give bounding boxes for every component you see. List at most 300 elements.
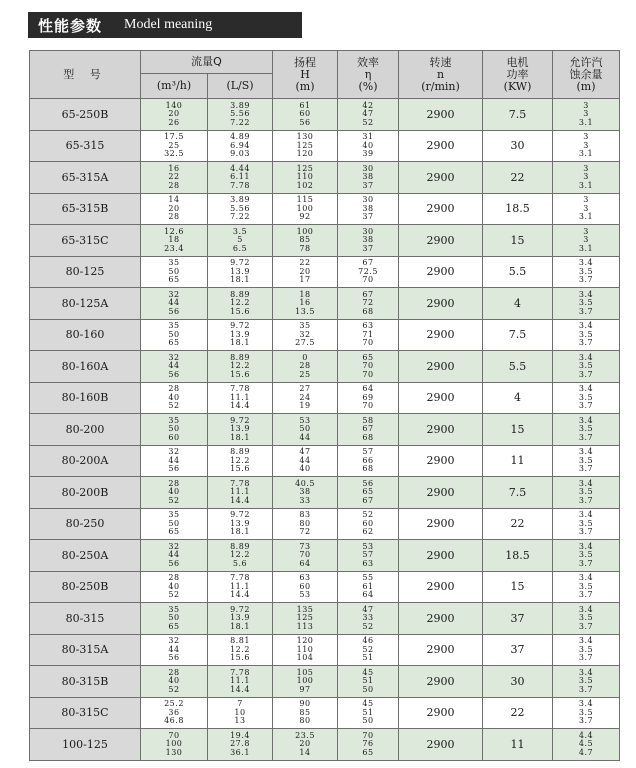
- npsh-cell-value: 3.1: [578, 212, 594, 221]
- head-cell-value: 44: [299, 455, 311, 465]
- section-title-cn: 性能参数: [38, 16, 103, 35]
- flow-ls-cell-value: 9.72: [230, 415, 250, 425]
- flow-m3h-cell-value: 12.6: [164, 226, 184, 236]
- head-cell-value: 90: [299, 699, 311, 708]
- efficiency-cell-value: 76: [362, 739, 374, 748]
- head-cell-value: 73: [299, 541, 311, 551]
- efficiency-cell-value: 57: [362, 550, 374, 559]
- flow-ls-cell-value: 13.9: [230, 266, 250, 276]
- head-cell-value: 80: [299, 518, 311, 528]
- flow-m3h-cell-value: 32: [168, 352, 180, 362]
- npsh-cell: [553, 351, 620, 383]
- npsh-cell-value: 3.7: [578, 621, 594, 631]
- flow-m3h-cell-value: 50: [168, 329, 180, 339]
- efficiency-cell-value: 46: [362, 636, 374, 645]
- flow-ls-cell-value: 11.1: [230, 581, 250, 591]
- flow-ls-cell-value: 3.5: [232, 226, 248, 236]
- head-cell-value: 110: [296, 172, 314, 181]
- model-cell: 100-125: [30, 729, 141, 761]
- head-cell-value: 70: [299, 550, 311, 559]
- model-cell: 65-315A: [30, 162, 141, 194]
- head-cell-value: 24: [299, 392, 311, 402]
- head-cell-value: 32: [299, 329, 311, 339]
- head-cell-value: 100: [296, 676, 314, 685]
- npsh-cell: [553, 193, 620, 225]
- flow-ls-cell-value: 14.4: [230, 684, 250, 694]
- flow-ls-cell-value: 18.1: [230, 275, 250, 284]
- flow-m3h-cell-value: 35: [168, 258, 180, 267]
- efficiency-cell-value: 58: [362, 415, 374, 425]
- flow-m3h-cell-value: 28: [168, 478, 180, 488]
- head-cell-value: 115: [296, 195, 314, 204]
- flow-ls-cell-value: 15.6: [230, 306, 250, 316]
- header-flow: 流量Q: [141, 51, 273, 74]
- efficiency-cell-value: 70: [362, 369, 374, 379]
- npsh-cell-value: 3.7: [578, 558, 594, 568]
- head-cell-value: 18: [299, 289, 311, 299]
- flow-m3h-cell-value: 18: [168, 235, 180, 244]
- flow-m3h-cell: [141, 162, 208, 194]
- npsh-cell: [553, 603, 620, 635]
- flow-ls-cell-value: 8.89: [230, 352, 250, 362]
- efficiency-cell-value: 50: [362, 716, 374, 725]
- flow-m3h-cell-value: 56: [168, 558, 180, 568]
- model-cell: 80-250: [30, 508, 141, 540]
- flow-m3h-cell-value: 26: [168, 117, 180, 127]
- npsh-cell-value: 3.7: [578, 275, 594, 284]
- flow-m3h-cell: [141, 256, 208, 288]
- npsh-cell-value: 3: [583, 109, 589, 118]
- npsh-cell-value: 4.4: [578, 730, 594, 740]
- head-cell-value: 40: [299, 464, 311, 473]
- flow-m3h-cell: [141, 697, 208, 729]
- speed-cell: 2900: [399, 382, 483, 414]
- efficiency-cell-value: 72: [362, 298, 374, 307]
- efficiency-cell-value: 30: [362, 226, 374, 236]
- flow-ls-cell-value: 9.03: [230, 149, 250, 158]
- flow-m3h-cell-value: 50: [168, 613, 180, 622]
- head-cell: [273, 508, 338, 540]
- speed-cell: 2900: [399, 666, 483, 698]
- model-cell: 65-315C: [30, 225, 141, 257]
- efficiency-cell-value: 67: [362, 258, 374, 267]
- head-cell-value: 44: [299, 432, 311, 442]
- flow-ls-cell: [208, 666, 273, 698]
- flow-ls-cell-value: 3.89: [230, 195, 250, 204]
- flow-m3h-cell: [141, 130, 208, 162]
- efficiency-cell-value: 70: [362, 401, 374, 410]
- flow-m3h-cell-value: 28: [168, 180, 180, 190]
- flow-ls-cell-value: 9.72: [230, 258, 250, 267]
- head-cell-value: 16: [299, 298, 311, 307]
- flow-ls-cell: [208, 634, 273, 666]
- flow-m3h-cell-value: 17.5: [164, 132, 184, 141]
- npsh-cell-value: 3.1: [578, 180, 594, 190]
- head-cell: [273, 666, 338, 698]
- flow-ls-cell-value: 27.8: [230, 739, 250, 748]
- power-cell: 15: [483, 225, 553, 257]
- efficiency-cell: [338, 571, 399, 603]
- flow-ls-cell-value: 3.89: [230, 100, 250, 110]
- efficiency-cell-value: 66: [362, 455, 374, 465]
- power-cell: 15: [483, 571, 553, 603]
- npsh-cell-value: 3.7: [578, 432, 594, 442]
- efficiency-cell-value: 70: [362, 338, 374, 347]
- speed-cell: 2900: [399, 540, 483, 572]
- power-cell: 4: [483, 288, 553, 320]
- npsh-cell-value: 3.4: [578, 636, 594, 645]
- npsh-cell-value: 3.5: [578, 361, 594, 370]
- flow-ls-cell-value: 14.4: [230, 495, 250, 505]
- npsh-cell: [553, 288, 620, 320]
- head-cell-value: 50: [299, 424, 311, 433]
- head-cell-value: 35: [299, 321, 311, 330]
- flow-ls-cell-value: 7: [237, 699, 243, 708]
- model-cell: 80-200A: [30, 445, 141, 477]
- efficiency-cell-value: 30: [362, 195, 374, 204]
- performance-table: [29, 50, 620, 761]
- efficiency-cell-value: 37: [362, 243, 374, 253]
- npsh-cell-value: 3.7: [578, 527, 594, 536]
- flow-m3h-cell-value: 36: [168, 707, 180, 717]
- efficiency-cell: [338, 414, 399, 446]
- npsh-cell-value: 3: [583, 226, 589, 236]
- model-cell: 80-200: [30, 414, 141, 446]
- npsh-cell-value: 3.5: [578, 676, 594, 685]
- model-cell: 80-250A: [30, 540, 141, 572]
- efficiency-cell: [338, 634, 399, 666]
- table-row: [30, 225, 620, 257]
- header-model: 型 号: [30, 51, 141, 99]
- npsh-cell-value: 3.1: [578, 149, 594, 158]
- power-cell: 11: [483, 445, 553, 477]
- flow-m3h-cell-value: 44: [168, 361, 180, 370]
- efficiency-cell-value: 60: [362, 518, 374, 528]
- efficiency-cell-value: 53: [362, 541, 374, 551]
- flow-ls-cell-value: 5.6: [232, 558, 248, 568]
- flow-ls-cell-value: 7.22: [230, 212, 250, 221]
- efficiency-cell: [338, 225, 399, 257]
- npsh-cell-value: 3.5: [578, 487, 594, 496]
- npsh-cell-value: 3.4: [578, 478, 594, 488]
- efficiency-cell-value: 62: [362, 527, 374, 536]
- efficiency-cell: [338, 193, 399, 225]
- flow-ls-cell: [208, 382, 273, 414]
- head-cell-value: 61: [299, 100, 311, 110]
- npsh-cell-value: 3.4: [578, 667, 594, 677]
- efficiency-cell: [338, 256, 399, 288]
- flow-ls-cell-value: 19.4: [230, 730, 250, 740]
- flow-m3h-cell-value: 44: [168, 298, 180, 307]
- speed-cell: 2900: [399, 99, 483, 131]
- npsh-cell-value: 3.5: [578, 329, 594, 339]
- head-cell-value: 110: [296, 644, 314, 654]
- power-cell: 37: [483, 603, 553, 635]
- flow-ls-cell: [208, 508, 273, 540]
- npsh-cell-value: 3.4: [578, 415, 594, 425]
- flow-m3h-cell-value: 32: [168, 447, 180, 456]
- efficiency-cell-value: 69: [362, 392, 374, 402]
- model-cell: 80-250B: [30, 571, 141, 603]
- npsh-cell-value: 3.5: [578, 581, 594, 591]
- flow-m3h-cell-value: 40: [168, 676, 180, 685]
- table-row: [30, 99, 620, 131]
- efficiency-cell: [338, 99, 399, 131]
- efficiency-cell-value: 61: [362, 581, 374, 591]
- model-cell: 65-315: [30, 130, 141, 162]
- flow-ls-cell: [208, 319, 273, 351]
- efficiency-cell-value: 52: [362, 510, 374, 519]
- flow-ls-cell: [208, 225, 273, 257]
- npsh-cell-value: 3.7: [578, 369, 594, 379]
- flow-m3h-cell: [141, 477, 208, 509]
- flow-m3h-cell-value: 52: [168, 401, 180, 410]
- npsh-cell-value: 3.7: [578, 495, 594, 505]
- flow-ls-cell-value: 4.89: [230, 132, 250, 141]
- head-cell: [273, 193, 338, 225]
- power-cell: 7.5: [483, 477, 553, 509]
- efficiency-cell: [338, 697, 399, 729]
- table-row: [30, 508, 620, 540]
- flow-m3h-cell-value: 32.5: [164, 149, 184, 158]
- flow-ls-cell-value: 6.11: [230, 172, 250, 181]
- flow-m3h-cell-value: 35: [168, 415, 180, 425]
- flow-m3h-cell-value: 40: [168, 392, 180, 402]
- head-cell-value: 125: [296, 613, 314, 622]
- flow-m3h-cell-value: 65: [168, 338, 180, 347]
- head-cell: [273, 130, 338, 162]
- flow-ls-cell-value: 15.6: [230, 369, 250, 379]
- npsh-cell-value: 3.7: [578, 401, 594, 410]
- npsh-cell-value: 3.5: [578, 518, 594, 528]
- flow-ls-cell: [208, 603, 273, 635]
- flow-m3h-cell-value: 44: [168, 644, 180, 654]
- flow-m3h-cell: [141, 666, 208, 698]
- table-row: [30, 193, 620, 225]
- table-row: [30, 477, 620, 509]
- head-cell: [273, 382, 338, 414]
- head-cell-value: 78: [299, 243, 311, 253]
- flow-ls-cell-value: 8.89: [230, 289, 250, 299]
- npsh-cell-value: 3: [583, 203, 589, 213]
- flow-ls-cell: [208, 571, 273, 603]
- flow-ls-cell-value: 13.9: [230, 518, 250, 528]
- flow-m3h-cell-value: 50: [168, 518, 180, 528]
- flow-m3h-cell-value: 100: [165, 739, 183, 748]
- flow-m3h-cell: [141, 414, 208, 446]
- model-cell: 80-160B: [30, 382, 141, 414]
- power-cell: 5.5: [483, 351, 553, 383]
- efficiency-cell-value: 50: [362, 684, 374, 694]
- efficiency-cell-value: 30: [362, 163, 374, 173]
- flow-m3h-cell-value: 35: [168, 510, 180, 519]
- speed-cell: 2900: [399, 351, 483, 383]
- npsh-cell-value: 4.7: [578, 747, 594, 757]
- head-cell-value: 60: [299, 581, 311, 591]
- efficiency-cell-value: 42: [362, 100, 374, 110]
- speed-cell: 2900: [399, 508, 483, 540]
- head-cell-value: 125: [296, 163, 314, 173]
- head-cell-value: 27: [299, 384, 311, 393]
- flow-m3h-cell: [141, 571, 208, 603]
- efficiency-cell: [338, 729, 399, 761]
- head-cell-value: 27.5: [295, 338, 315, 347]
- efficiency-cell-value: 47: [362, 109, 374, 118]
- head-cell-value: 20: [299, 739, 311, 748]
- npsh-cell: [553, 414, 620, 446]
- npsh-cell-value: 3.4: [578, 384, 594, 393]
- efficiency-cell: [338, 666, 399, 698]
- efficiency-cell-value: 38: [362, 235, 374, 244]
- head-cell: [273, 697, 338, 729]
- efficiency-cell: [338, 508, 399, 540]
- table-row: [30, 697, 620, 729]
- header-flow-m3h: (m³/h): [141, 74, 208, 99]
- power-cell: 22: [483, 162, 553, 194]
- head-cell: [273, 445, 338, 477]
- section-title-en: Model meaning: [124, 17, 213, 32]
- efficiency-cell-value: 68: [362, 432, 374, 442]
- head-cell-value: 60: [299, 109, 311, 118]
- flow-m3h-cell-value: 52: [168, 495, 180, 505]
- head-cell: [273, 162, 338, 194]
- flow-ls-cell-value: 18.1: [230, 527, 250, 536]
- head-cell-value: 80: [299, 716, 311, 725]
- head-cell-value: 23.5: [295, 730, 315, 740]
- flow-m3h-cell: [141, 99, 208, 131]
- head-cell-value: 22: [299, 258, 311, 267]
- flow-ls-cell-value: 13.9: [230, 329, 250, 339]
- npsh-cell: [553, 99, 620, 131]
- table-row: [30, 351, 620, 383]
- npsh-cell-value: 3.4: [578, 573, 594, 582]
- speed-cell: 2900: [399, 288, 483, 320]
- npsh-cell-value: 3: [583, 163, 589, 173]
- head-cell-value: 13.5: [295, 306, 315, 316]
- head-cell: [273, 729, 338, 761]
- efficiency-cell-value: 40: [362, 140, 374, 150]
- npsh-cell-value: 3.1: [578, 243, 594, 253]
- head-cell-value: 85: [299, 235, 311, 244]
- npsh-cell-value: 3.5: [578, 424, 594, 433]
- npsh-cell-value: 3.5: [578, 298, 594, 307]
- npsh-cell: [553, 225, 620, 257]
- table-row: [30, 666, 620, 698]
- flow-ls-cell-value: 13.9: [230, 424, 250, 433]
- model-cell: 80-125A: [30, 288, 141, 320]
- npsh-cell: [553, 319, 620, 351]
- head-cell-value: 120: [296, 636, 314, 645]
- flow-ls-cell-value: 18.1: [230, 432, 250, 442]
- flow-ls-cell-value: 8.89: [230, 541, 250, 551]
- npsh-cell-value: 3.5: [578, 644, 594, 654]
- npsh-cell: [553, 571, 620, 603]
- speed-cell: 2900: [399, 162, 483, 194]
- efficiency-cell-value: 37: [362, 180, 374, 190]
- npsh-cell: [553, 540, 620, 572]
- flow-ls-cell-value: 12.2: [230, 550, 250, 559]
- efficiency-cell: [338, 540, 399, 572]
- head-cell-value: 83: [299, 510, 311, 519]
- npsh-cell: [553, 382, 620, 414]
- flow-m3h-cell-value: 46.8: [164, 716, 184, 725]
- npsh-cell-value: 3.7: [578, 716, 594, 725]
- efficiency-cell-value: 68: [362, 306, 374, 316]
- npsh-cell-value: 3.5: [578, 392, 594, 402]
- model-cell: 65-250B: [30, 99, 141, 131]
- speed-cell: 2900: [399, 477, 483, 509]
- npsh-cell: [553, 162, 620, 194]
- flow-m3h-cell-value: 35: [168, 604, 180, 614]
- head-cell-value: 40.5: [295, 478, 315, 488]
- head-cell-value: 102: [296, 180, 314, 190]
- flow-m3h-cell: [141, 634, 208, 666]
- npsh-cell-value: 3.7: [578, 464, 594, 473]
- efficiency-cell-value: 67: [362, 424, 374, 433]
- flow-ls-cell-value: 9.72: [230, 510, 250, 519]
- speed-cell: 2900: [399, 225, 483, 257]
- npsh-cell-value: 3: [583, 100, 589, 110]
- flow-ls-cell-value: 8.89: [230, 447, 250, 456]
- power-cell: 37: [483, 634, 553, 666]
- flow-ls-cell-value: 5: [237, 235, 243, 244]
- flow-m3h-cell-value: 56: [168, 464, 180, 473]
- power-cell: 18.5: [483, 540, 553, 572]
- power-cell: 22: [483, 697, 553, 729]
- flow-ls-cell-value: 4.44: [230, 163, 250, 173]
- efficiency-cell: [338, 351, 399, 383]
- npsh-cell-value: 4.5: [578, 739, 594, 748]
- efficiency-cell-value: 65: [362, 487, 374, 496]
- flow-m3h-cell-value: 35: [168, 321, 180, 330]
- npsh-cell: [553, 666, 620, 698]
- table-row: [30, 256, 620, 288]
- table-row: [30, 288, 620, 320]
- flow-m3h-cell: [141, 351, 208, 383]
- flow-m3h-cell: [141, 508, 208, 540]
- flow-m3h-cell-value: 52: [168, 684, 180, 694]
- flow-m3h-cell-value: 56: [168, 306, 180, 316]
- efficiency-cell-value: 56: [362, 478, 374, 488]
- flow-ls-cell: [208, 99, 273, 131]
- efficiency-cell-value: 37: [362, 212, 374, 221]
- npsh-cell-value: 3.7: [578, 653, 594, 662]
- head-cell-value: 25: [299, 369, 311, 379]
- head-cell-value: 0: [302, 352, 308, 362]
- flow-ls-cell-value: 36.1: [230, 747, 250, 757]
- flow-m3h-cell: [141, 288, 208, 320]
- head-cell-value: 120: [296, 149, 314, 158]
- efficiency-cell: [338, 162, 399, 194]
- npsh-cell-value: 3.4: [578, 510, 594, 519]
- npsh-cell-value: 3.5: [578, 266, 594, 276]
- flow-ls-cell: [208, 351, 273, 383]
- npsh-cell: [553, 445, 620, 477]
- flow-ls-cell: [208, 697, 273, 729]
- flow-m3h-cell-value: 40: [168, 581, 180, 591]
- npsh-cell-value: 3.7: [578, 338, 594, 347]
- flow-m3h-cell-value: 70: [168, 730, 180, 740]
- head-cell: [273, 571, 338, 603]
- head-cell-value: 100: [296, 226, 314, 236]
- flow-ls-cell-value: 7.22: [230, 117, 250, 127]
- npsh-cell-value: 3.5: [578, 455, 594, 465]
- table-row: [30, 571, 620, 603]
- flow-ls-cell-value: 6.5: [232, 243, 248, 253]
- flow-ls-cell: [208, 288, 273, 320]
- flow-m3h-cell-value: 140: [165, 100, 183, 110]
- efficiency-cell-value: 67: [362, 495, 374, 505]
